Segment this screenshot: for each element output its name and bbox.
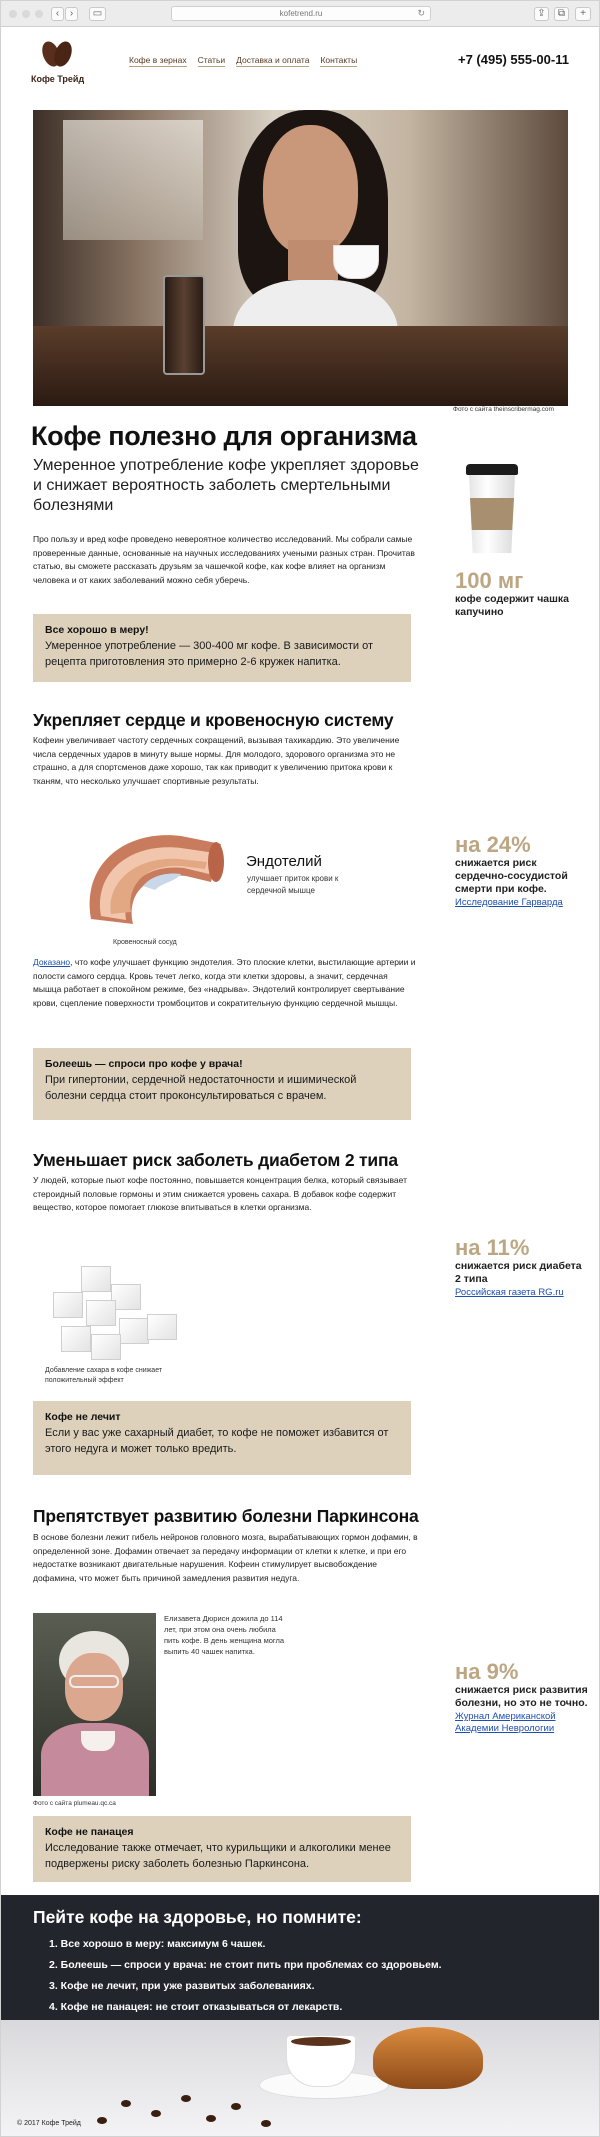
note-not-panacea [33, 1816, 411, 1882]
note-text: При гипертонии, сердечной недостаточности и ишимической болезни сердца стоит проконсультироваться с врачем. [45, 1074, 357, 1102]
new-tab-icon[interactable]: + [575, 7, 591, 21]
note-title: Болеешь — спроси про кофе у врача! [45, 1058, 243, 1070]
section-parkinson-title: Препятствует развитию болезни Паркинсона [33, 1506, 419, 1526]
proven-link[interactable]: Доказано [33, 957, 71, 967]
url-text: kofetrend.ru [279, 9, 323, 18]
section-diabetes-title: Уменьшает риск заболеть диабетом 2 типа [33, 1150, 398, 1170]
artery-illustration [71, 824, 251, 934]
reminder-banner [1, 1895, 600, 2137]
french-press-icon [163, 275, 205, 375]
section-diabetes-text: У людей, которые пьют кофе постоянно, повышается концентрация белка, который связывает стероидный половые гормоны и этим снижается уровень сахара. В добавок кофе содержит вещество, которое помогает глюкозе впитываться в клетки организма. [33, 1175, 407, 1212]
reminder-item: 2. Болеешь — спроси у врача: не стоит пить при проблемах со здоровьем. [49, 1959, 442, 1971]
stat-heart [455, 833, 590, 909]
source-link[interactable]: Журнал Американской Академии Неврологии [455, 1711, 556, 1734]
takeaway-cup-icon [466, 464, 518, 554]
stat-text: кофе содержит чашка капучино [455, 593, 569, 618]
note-title: Кофе не панацея [45, 1826, 134, 1838]
footer-copyright: © 2017 Кофе Трейд [17, 2120, 81, 2127]
window-minimize-icon[interactable] [22, 10, 30, 18]
section-heart-text: Кофеин увеличивает частоту сердечных сокращений, вызывая тахикардию. Это увеличение числа сердечных ударов в минуту выше нормы. Для молодого, здорового организма это не страшно, а для спортсменов даже хорошо, так как приводит к увеличению притока крови к тканям, что несколько улучшает спортивные результаты. [33, 735, 400, 786]
stat-number: 100 мг [455, 568, 524, 593]
sugar-caption: Добавление сахара в кофе снижает положительный эффект [45, 1367, 163, 1384]
tabs-icon[interactable]: ⧉ [554, 7, 569, 21]
note-title: Кофе не лечит [45, 1411, 121, 1423]
coffee-cup-icon [333, 245, 379, 279]
note-moderation [33, 614, 411, 682]
site-logo[interactable] [31, 41, 83, 84]
granny-photo-credit: Фото с сайта plumeau.qc.ca [33, 1800, 116, 1807]
nav-delivery[interactable]: Доставка и оплата [236, 55, 310, 65]
nav-articles[interactable]: Статьи [197, 55, 226, 65]
endothelium-paragraph: , что кофе улучшает функцию эндотелия. Это плоские клетки, выстилающие артерии и полости самого сердца. Кровь течет легко, когда эти клетки здоровы, а значит, сердечная мышца работает в спокойном режиме, без «надрыва». Эндотелий контролирует свертывание крови, сцепление поверхности тромбоцитов и сократительную функцию сердечной мышцы. [33, 957, 416, 1008]
section-parkinson-text: В основе болезни лежит гибель нейронов головного мозга, вырабатывающих гормон дофамин, в определенной зоне. Дофамин отвечает за передачу информации от клетки к клетке, и при его недостатке возникают двигательные нарушения. Кофеин стимулирует высвобождение дофамина, что может быть причиной замедления развития недуга. [33, 1532, 418, 1583]
banner-title: Пейте кофе на здоровье, но помните: [33, 1907, 362, 1927]
endothelium-sub: улучшает приток крови к сердечной мышце [247, 874, 339, 895]
source-link[interactable]: Исследование Гарварда [455, 897, 563, 908]
stat-text: снижается риск диабета 2 типа [455, 1260, 582, 1285]
nav-coffee-beans[interactable]: Кофе в зернах [129, 55, 187, 65]
browser-toolbar [1, 1, 600, 27]
logo-text: Кофе Трейд [31, 74, 85, 84]
stat-text: снижается риск сердечно-сосудистой смерти при кофе. [455, 857, 568, 895]
nav-contacts[interactable]: Контакты [320, 55, 358, 65]
note-not-cure [33, 1401, 411, 1475]
window-zoom-icon[interactable] [35, 10, 43, 18]
back-button[interactable]: ‹ [51, 7, 64, 21]
section-heart-text-2 [33, 956, 418, 1010]
elderly-woman-photo [33, 1613, 156, 1796]
stat-number: на 24% [455, 832, 531, 857]
endothelium-label: Эндотелий [246, 853, 322, 870]
lead-text: Умеренное употребление кофе укрепляет здоровье и снижает вероятность заболеть смертельными болезнями [33, 457, 419, 514]
note-text: Умеренное употребление — 300-400 мг кофе. В зависимости от рецепта приготовления это примерно 2-6 кружек напитка. [45, 640, 374, 668]
sidebar-icon[interactable]: ▭ [89, 7, 106, 21]
croissant-icon [373, 2027, 483, 2089]
note-text: Если у вас уже сахарный диабет, то кофе не поможет избавится от этого недуга и может только вредить. [45, 1427, 389, 1455]
sugar-cubes-image [41, 1256, 191, 1366]
address-bar[interactable] [171, 6, 431, 21]
stat-parkinson [455, 1660, 590, 1735]
stat-number: на 11% [455, 1235, 530, 1260]
granny-story: Елизавета Дюрисн дожила до 114 лет, при этом она очень любила пить кофе. В день женщина могла выпить 40 чашек напитка. [164, 1614, 285, 1656]
window-close-icon[interactable] [9, 10, 17, 18]
stat-text: снижается риск развития болезни, но это не точно. [455, 1684, 588, 1709]
main-nav [129, 55, 357, 67]
reminder-item: 1. Все хорошо в меру: максимум 6 чашек. [49, 1938, 266, 1950]
reminder-item: 3. Кофе не лечит, при уже развитых заболеваниях. [49, 1980, 315, 1992]
page-title: Кофе полезно для организма [31, 421, 417, 451]
intro-paragraph: Про пользу и вред кофе проведено невероятное количество исследований. Мы собрали самые проверенные данные, основанные на научных исследованиях учеными разных стран. Прочитав статью, вы сможете рассказать друзьям за чашечкой кофе, как кофе влияет на организм человека и от каких заболеваний можно себя уберечь. [33, 534, 415, 585]
reminder-list [49, 1934, 442, 2018]
stat-number: на 9% [455, 1659, 519, 1684]
share-icon[interactable]: ⇪ [534, 7, 549, 21]
reload-icon[interactable]: ↻ [417, 8, 425, 18]
note-title: Все хорошо в меру! [45, 624, 149, 636]
reminder-item: 4. Кофе не панацея: не стоит отказываться от лекарств. [49, 2001, 343, 2013]
artery-caption: Кровеносный сосуд [113, 939, 177, 946]
phone-number[interactable]: +7 (495) 555-00-11 [458, 52, 569, 67]
stat-diabetes [455, 1236, 590, 1299]
section-heart-title: Укрепляет сердце и кровеносную систему [33, 710, 394, 730]
stat-caffeine [455, 569, 590, 619]
note-ask-doctor [33, 1048, 411, 1120]
note-text: Исследование также отмечает, что курильщики и алкоголики менее подвержены риску заболеть болезнью Паркинсона. [45, 1842, 391, 1870]
hero-image [33, 110, 568, 406]
forward-button[interactable]: › [65, 7, 78, 21]
hero-photo-credit: Фото с сайта theinscribermag.com [453, 406, 554, 413]
source-link[interactable]: Российская газета RG.ru [455, 1287, 564, 1298]
